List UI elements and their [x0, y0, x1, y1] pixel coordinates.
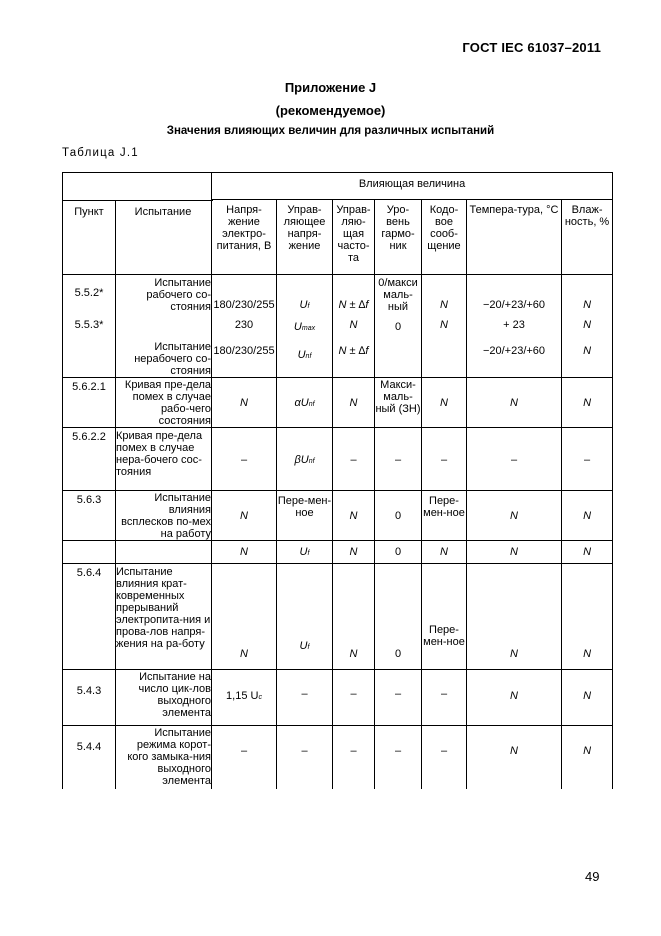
humidity-cell: N	[562, 491, 613, 541]
table-row	[63, 428, 613, 491]
harmonics-cell: –	[375, 428, 422, 491]
code-cell: N	[422, 378, 467, 428]
harmonics-cell: –	[375, 670, 422, 726]
control-frequency-cell: –	[333, 726, 375, 789]
humidity-cell: N	[562, 726, 613, 789]
temperature-cell: N	[467, 378, 562, 428]
code-cell: –	[422, 428, 467, 491]
control-voltage-cell: –	[277, 670, 333, 726]
harmonics-cell: 0	[375, 564, 422, 670]
control-voltage-cell: Uf	[277, 541, 333, 564]
col-voltage-header: Напря-жение электро-питания, В	[212, 200, 277, 275]
voltage-cell: –	[212, 428, 277, 491]
voltage-cell: N	[212, 491, 277, 541]
standard-code: ГОСТ IEC 61037–2011	[462, 40, 601, 55]
test-cell: Кривая пре-дела помех в случае рабо-чего состояния	[116, 378, 212, 428]
clause-cell: 5.6.4	[63, 564, 116, 670]
table-row	[63, 670, 613, 726]
temperature-cell: –	[467, 428, 562, 491]
humidity-cell: N	[562, 564, 613, 670]
control-voltage-cell: Пере-мен-ное	[277, 491, 333, 541]
harmonics-cell: 0/макси маль-ный 0	[375, 275, 422, 378]
table-row	[63, 491, 613, 541]
temperature-cell: −20/+23/+60 + 23 −20/+23/+60	[467, 275, 562, 378]
voltage-cell: –	[212, 726, 277, 789]
clause-cell: 5.6.2.2	[63, 428, 116, 491]
temperature-cell: N	[467, 541, 562, 564]
control-frequency-cell: N	[333, 564, 375, 670]
test-cell: Кривая пре-дела помех в случае нера-бочего сос-тояния	[116, 428, 212, 491]
harmonics-cell: Макси-маль-ный (ЗН)	[375, 378, 422, 428]
voltage-cell: 180/230/255 230 180/230/255	[212, 275, 277, 378]
code-cell: –	[422, 670, 467, 726]
voltage-cell: N	[212, 564, 277, 670]
header-split-vertical	[115, 200, 116, 274]
col-humidity-header: Влаж-ность, %	[562, 200, 613, 275]
temperature-cell: N	[467, 564, 562, 670]
code-cell: Пере-мен-ное	[422, 564, 467, 670]
col-clause-header: Пункт	[74, 206, 104, 218]
code-cell: N	[422, 541, 467, 564]
test-cell: Испытание влияния крат-ковременных прерываний электропита-ния и прова-лов напря-жения на ра-боту	[116, 564, 212, 670]
clause-cell: 5.6.3	[63, 491, 116, 541]
humidity-cell: N	[562, 378, 613, 428]
code-cell: –	[422, 726, 467, 789]
test-cell: Испытание режима корот-кого замыка-ния выходного элемента	[116, 726, 212, 789]
annex-title: Приложение J	[284, 80, 377, 95]
annex-status: (рекомендуемое)	[275, 103, 386, 118]
col-control-frequency-header: Управ-ляю-щая часто-та	[333, 200, 375, 275]
voltage-cell: N	[212, 378, 277, 428]
control-frequency-cell: N	[333, 378, 375, 428]
control-voltage-cell: –	[277, 726, 333, 789]
control-frequency-cell: –	[333, 670, 375, 726]
clause-cell: 5.4.4	[63, 726, 116, 789]
test-cell: Испытание на число цик-лов выходного элемента	[116, 670, 212, 726]
harmonics-cell: –	[375, 726, 422, 789]
control-voltage-cell: βUnf	[277, 428, 333, 491]
page-number: 49	[585, 869, 600, 884]
temperature-cell: N	[467, 726, 562, 789]
col-control-voltage-header: Управ-ляющее напря-жение	[277, 200, 333, 275]
test-cell: Испытание влияния всплесков по-мех на работу	[116, 491, 212, 541]
table-caption: Значения влияющих величин для различных испытаний	[166, 125, 495, 137]
clause-cell: 5.5.2* 5.5.3*	[63, 275, 116, 378]
voltage-cell: N	[212, 541, 277, 564]
header-influence-group: Влияющая величина	[212, 173, 613, 200]
clause-cell: 5.6.2.1	[63, 378, 116, 428]
humidity-cell: N	[562, 541, 613, 564]
clause-cell	[63, 541, 116, 564]
header-blank	[63, 173, 212, 275]
influence-table	[62, 172, 613, 789]
test-cell: Испытание рабочего со-стояния Испытание нерабочего со-стояния	[116, 275, 212, 378]
humidity-cell: –	[562, 428, 613, 491]
header-row-group	[63, 173, 613, 200]
clause-cell: 5.4.3	[63, 670, 116, 726]
temperature-cell: N	[467, 670, 562, 726]
table-row	[63, 378, 613, 428]
voltage-cell: 1,15 Uc	[212, 670, 277, 726]
control-frequency-cell: N ± ∆f N N ± ∆f	[333, 275, 375, 378]
humidity-cell: N	[562, 670, 613, 726]
control-voltage-cell: Uf	[277, 564, 333, 670]
table-row	[63, 275, 613, 378]
test-cell	[116, 541, 212, 564]
table-row	[63, 541, 613, 564]
harmonics-cell: 0	[375, 541, 422, 564]
control-voltage-cell: αUnf	[277, 378, 333, 428]
code-cell: N N	[422, 275, 467, 378]
control-frequency-cell: N	[333, 491, 375, 541]
code-cell: Пере-мен-ное	[422, 491, 467, 541]
table-row	[63, 726, 613, 789]
col-test-header: Испытание	[134, 206, 192, 218]
control-voltage-cell: Uf Umax Unf	[277, 275, 333, 378]
humidity-cell: N N N	[562, 275, 613, 378]
col-code-header: Кодо-вое сооб-щение	[422, 200, 467, 275]
control-frequency-cell: N	[333, 541, 375, 564]
temperature-cell: N	[467, 491, 562, 541]
table-row	[63, 564, 613, 670]
col-temperature-header: Темпера-тура, °С	[467, 200, 562, 275]
header-split-line	[62, 200, 213, 201]
control-frequency-cell: –	[333, 428, 375, 491]
table-label: Таблица J.1	[62, 147, 139, 159]
harmonics-cell: 0	[375, 491, 422, 541]
col-harmonics-header: Уро-вень гармо-ник	[375, 200, 422, 275]
